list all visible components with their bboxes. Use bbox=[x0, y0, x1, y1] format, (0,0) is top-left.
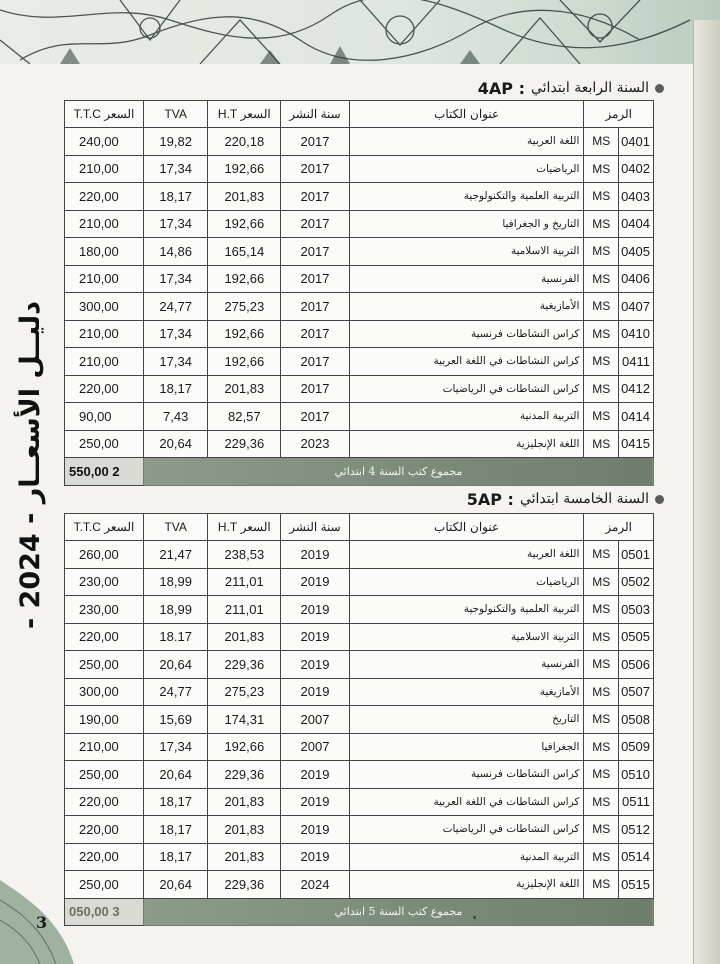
table-row bbox=[65, 816, 654, 844]
cell-price-ttc: 250,00 bbox=[65, 430, 144, 458]
cell-code: 0502 bbox=[619, 568, 654, 596]
cell-year: 2017 bbox=[281, 403, 350, 431]
cell-code: 0406 bbox=[619, 265, 654, 293]
cell-title: الجغرافيا bbox=[349, 733, 584, 761]
cell-ms: MS bbox=[584, 348, 619, 376]
cell-code: 0402 bbox=[619, 155, 654, 183]
cell-price-ht: 192,66 bbox=[208, 348, 281, 376]
cell-ms: MS bbox=[584, 843, 619, 871]
table-row bbox=[65, 320, 654, 348]
table-row bbox=[65, 238, 654, 266]
cell-title: كراس النشاطات فرنسية bbox=[349, 761, 584, 789]
cell-tva: 17,34 bbox=[143, 320, 208, 348]
bullet-icon bbox=[655, 495, 664, 504]
cell-code: 0410 bbox=[619, 320, 654, 348]
table-row bbox=[65, 293, 654, 321]
cell-ms: MS bbox=[584, 293, 619, 321]
cell-ms: MS bbox=[584, 568, 619, 596]
ornament-pattern bbox=[0, 0, 720, 64]
cell-price-ht: 192,66 bbox=[208, 155, 281, 183]
cell-tva: 17,34 bbox=[143, 348, 208, 376]
cell-price-ttc: 300,00 bbox=[65, 293, 144, 321]
cell-price-ht: 229,36 bbox=[208, 651, 281, 679]
cell-year: 2017 bbox=[281, 183, 350, 211]
cell-year: 2017 bbox=[281, 348, 350, 376]
cell-year: 2017 bbox=[281, 375, 350, 403]
cell-price-ttc: 210,00 bbox=[65, 155, 144, 183]
col-header-code: الرمز bbox=[584, 514, 654, 541]
cell-price-ht: 201,83 bbox=[208, 375, 281, 403]
bullet-icon bbox=[655, 84, 664, 93]
table-row bbox=[65, 871, 654, 899]
cell-title: كراس النشاطات في اللغة العربية bbox=[349, 788, 584, 816]
cell-price-ttc: 240,00 bbox=[65, 128, 144, 156]
cell-title: الأمازيغية bbox=[349, 678, 584, 706]
cell-price-ttc: 220,00 bbox=[65, 816, 144, 844]
cell-ms: MS bbox=[584, 155, 619, 183]
cell-ms: MS bbox=[584, 596, 619, 624]
cell-tva: 20,64 bbox=[143, 761, 208, 789]
cell-price-ht: 229,36 bbox=[208, 430, 281, 458]
cell-title: الرياضيات bbox=[349, 568, 584, 596]
cell-tva: 18,99 bbox=[143, 568, 208, 596]
cell-price-ttc: 230,00 bbox=[65, 596, 144, 624]
cell-price-ht: 82,57 bbox=[208, 403, 281, 431]
cell-year: 2019 bbox=[281, 596, 350, 624]
cell-code: 0511 bbox=[619, 788, 654, 816]
col-header-tva: TVA bbox=[143, 101, 208, 128]
cell-price-ttc: 220,00 bbox=[65, 623, 144, 651]
cell-tva: 18,17 bbox=[143, 183, 208, 211]
cell-ms: MS bbox=[584, 320, 619, 348]
cell-tva: 24,77 bbox=[143, 293, 208, 321]
cell-price-ht: 192,66 bbox=[208, 210, 281, 238]
cell-year: 2017 bbox=[281, 238, 350, 266]
cell-year: 2024 bbox=[281, 871, 350, 899]
cell-price-ht: 201,83 bbox=[208, 843, 281, 871]
cell-price-ht: 238,53 bbox=[208, 541, 281, 569]
cell-price-ttc: 210,00 bbox=[65, 733, 144, 761]
cell-ms: MS bbox=[584, 871, 619, 899]
cell-code: 0412 bbox=[619, 375, 654, 403]
cell-code: 0407 bbox=[619, 293, 654, 321]
section-label: السنة الرابعة ابتدائي bbox=[530, 80, 649, 96]
cell-price-ht: 201,83 bbox=[208, 788, 281, 816]
cell-ms: MS bbox=[584, 788, 619, 816]
cell-price-ttc: 300,00 bbox=[65, 678, 144, 706]
cell-ms: MS bbox=[584, 265, 619, 293]
cell-code: 0405 bbox=[619, 238, 654, 266]
cell-ms: MS bbox=[584, 183, 619, 211]
cell-year: 2019 bbox=[281, 816, 350, 844]
cell-year: 2019 bbox=[281, 541, 350, 569]
cell-ms: MS bbox=[584, 761, 619, 789]
cell-price-ttc: 250,00 bbox=[65, 761, 144, 789]
cell-year: 2019 bbox=[281, 761, 350, 789]
table-row bbox=[65, 761, 654, 789]
table-row bbox=[65, 706, 654, 734]
cell-price-ttc: 220,00 bbox=[65, 843, 144, 871]
table-row bbox=[65, 541, 654, 569]
cell-price-ht: 174,31 bbox=[208, 706, 281, 734]
cell-price-ht: 192,66 bbox=[208, 320, 281, 348]
table-row bbox=[65, 843, 654, 871]
table-header-row bbox=[65, 514, 654, 541]
speck bbox=[473, 916, 476, 919]
cell-title: التربية الاسلامية bbox=[349, 238, 584, 266]
cell-title: التاريخ bbox=[349, 706, 584, 734]
cell-year: 2017 bbox=[281, 320, 350, 348]
cell-price-ttc: 210,00 bbox=[65, 320, 144, 348]
cell-tva: 18,99 bbox=[143, 596, 208, 624]
total-label: مجموع كتب السنة 5 ابتدائي bbox=[143, 898, 653, 926]
total-label: مجموع كتب السنة 4 ابتدائي bbox=[143, 458, 653, 486]
cell-price-ttc: 250,00 bbox=[65, 651, 144, 679]
header-banner bbox=[0, 0, 720, 64]
cell-title: الفرنسية bbox=[349, 651, 584, 679]
table-row bbox=[65, 678, 654, 706]
cell-title: الرياضيات bbox=[349, 155, 584, 183]
cell-year: 2019 bbox=[281, 678, 350, 706]
cell-ms: MS bbox=[584, 816, 619, 844]
page-number: 3 bbox=[36, 913, 48, 932]
cell-year: 2017 bbox=[281, 210, 350, 238]
col-header-price-ht: السعر H.T bbox=[208, 514, 281, 541]
cell-tva: 21,47 bbox=[143, 541, 208, 569]
cell-code: 0515 bbox=[619, 871, 654, 899]
total-row bbox=[65, 898, 654, 926]
price-table-4ap bbox=[64, 100, 654, 486]
cell-title: التربية العلمية والتكنولوجية bbox=[349, 596, 584, 624]
total-value: 3 050,00 bbox=[65, 898, 144, 926]
cell-tva: 20,64 bbox=[143, 430, 208, 458]
cell-price-ht: 201,83 bbox=[208, 183, 281, 211]
cell-title: كراس النشاطات في الرياضيات bbox=[349, 816, 584, 844]
cell-title: كراس النشاطات في الرياضيات bbox=[349, 375, 584, 403]
cell-tva: 20,64 bbox=[143, 871, 208, 899]
cell-price-ht: 211,01 bbox=[208, 568, 281, 596]
col-header-code: الرمز bbox=[584, 101, 654, 128]
col-header-price-ht: السعر H.T bbox=[208, 101, 281, 128]
cell-tva: 17,34 bbox=[143, 155, 208, 183]
cell-tva: 7,43 bbox=[143, 403, 208, 431]
cell-title: اللغة الإنجليزية bbox=[349, 430, 584, 458]
cell-ms: MS bbox=[584, 403, 619, 431]
page-edge-strip bbox=[693, 20, 720, 964]
cell-ms: MS bbox=[584, 430, 619, 458]
col-header-tva: TVA bbox=[143, 514, 208, 541]
cell-ms: MS bbox=[584, 706, 619, 734]
cell-tva: 18.17 bbox=[143, 623, 208, 651]
cell-ms: MS bbox=[584, 375, 619, 403]
cell-code: 0514 bbox=[619, 843, 654, 871]
cell-code: 0414 bbox=[619, 403, 654, 431]
cell-ms: MS bbox=[584, 541, 619, 569]
cell-price-ttc: 190,00 bbox=[65, 706, 144, 734]
table-row bbox=[65, 596, 654, 624]
cell-code: 0404 bbox=[619, 210, 654, 238]
cell-price-ht: 165,14 bbox=[208, 238, 281, 266]
cell-title: الأمازيغية bbox=[349, 293, 584, 321]
cell-price-ttc: 220,00 bbox=[65, 183, 144, 211]
cell-price-ht: 192,66 bbox=[208, 733, 281, 761]
table-row bbox=[65, 568, 654, 596]
cell-year: 2017 bbox=[281, 293, 350, 321]
cell-code: 0403 bbox=[619, 183, 654, 211]
cell-year: 2019 bbox=[281, 651, 350, 679]
cell-year: 2019 bbox=[281, 788, 350, 816]
cell-ms: MS bbox=[584, 238, 619, 266]
cell-title: الفرنسية bbox=[349, 265, 584, 293]
side-title-text: دليــل الأسعــار - 2024 - bbox=[14, 300, 46, 630]
cell-price-ht: 192,66 bbox=[208, 265, 281, 293]
side-title bbox=[10, 300, 50, 630]
cell-price-ht: 211,01 bbox=[208, 596, 281, 624]
cell-tva: 18,17 bbox=[143, 375, 208, 403]
cell-ms: MS bbox=[584, 733, 619, 761]
cell-title: اللغة العربية bbox=[349, 541, 584, 569]
cell-price-ttc: 230,00 bbox=[65, 568, 144, 596]
table-row bbox=[65, 183, 654, 211]
table-row bbox=[65, 348, 654, 376]
cell-price-ttc: 210,00 bbox=[65, 210, 144, 238]
cell-tva: 15,69 bbox=[143, 706, 208, 734]
table-row bbox=[65, 733, 654, 761]
cell-tva: 20,64 bbox=[143, 651, 208, 679]
cell-code: 0512 bbox=[619, 816, 654, 844]
cell-code: 0411 bbox=[619, 348, 654, 376]
cell-tva: 17,34 bbox=[143, 733, 208, 761]
cell-ms: MS bbox=[584, 678, 619, 706]
cell-year: 2017 bbox=[281, 155, 350, 183]
col-header-price-ttc: السعر T.T.C bbox=[65, 514, 144, 541]
total-row bbox=[65, 458, 654, 486]
cell-ms: MS bbox=[584, 128, 619, 156]
cell-tva: 14,86 bbox=[143, 238, 208, 266]
cell-title: التاريخ و الجغرافيا bbox=[349, 210, 584, 238]
col-header-year: سنة النشر bbox=[281, 514, 350, 541]
cell-price-ttc: 90,00 bbox=[65, 403, 144, 431]
cell-title: كراس النشاطات في اللغة العربية bbox=[349, 348, 584, 376]
cell-price-ttc: 220,00 bbox=[65, 788, 144, 816]
cell-tva: 18,17 bbox=[143, 788, 208, 816]
table-row bbox=[65, 155, 654, 183]
cell-price-ttc: 220,00 bbox=[65, 375, 144, 403]
table-row bbox=[65, 375, 654, 403]
table-row bbox=[65, 788, 654, 816]
cell-year: 2007 bbox=[281, 706, 350, 734]
cell-code: 0508 bbox=[619, 706, 654, 734]
section-code: 4AP : bbox=[477, 78, 525, 98]
cell-price-ttc: 210,00 bbox=[65, 265, 144, 293]
cell-code: 0509 bbox=[619, 733, 654, 761]
cell-ms: MS bbox=[584, 623, 619, 651]
section-code: 5AP : bbox=[466, 489, 514, 509]
cell-title: التربية الاسلامية bbox=[349, 623, 584, 651]
table-header-row bbox=[65, 101, 654, 128]
cell-year: 2019 bbox=[281, 623, 350, 651]
cell-tva: 17,34 bbox=[143, 265, 208, 293]
cell-code: 0503 bbox=[619, 596, 654, 624]
table-row bbox=[65, 430, 654, 458]
cell-tva: 17,34 bbox=[143, 210, 208, 238]
col-header-title: عنوان الكتاب bbox=[349, 514, 584, 541]
col-header-title: عنوان الكتاب bbox=[349, 101, 584, 128]
table-row bbox=[65, 623, 654, 651]
table-row bbox=[65, 403, 654, 431]
cell-price-ht: 201,83 bbox=[208, 816, 281, 844]
table-row bbox=[65, 128, 654, 156]
cell-year: 2019 bbox=[281, 568, 350, 596]
section-heading-4ap bbox=[478, 77, 664, 99]
price-table-5ap bbox=[64, 513, 654, 926]
cell-year: 2017 bbox=[281, 265, 350, 293]
table-row bbox=[65, 210, 654, 238]
cell-code: 0505 bbox=[619, 623, 654, 651]
cell-title: اللغة العربية bbox=[349, 128, 584, 156]
cell-price-ht: 275,23 bbox=[208, 293, 281, 321]
cell-price-ttc: 250,00 bbox=[65, 871, 144, 899]
col-header-year: سنة النشر bbox=[281, 101, 350, 128]
cell-code: 0501 bbox=[619, 541, 654, 569]
cell-price-ht: 201,83 bbox=[208, 623, 281, 651]
cell-price-ht: 229,36 bbox=[208, 871, 281, 899]
cell-tva: 18,17 bbox=[143, 843, 208, 871]
cell-year: 2007 bbox=[281, 733, 350, 761]
cell-price-ht: 275,23 bbox=[208, 678, 281, 706]
cell-tva: 18,17 bbox=[143, 816, 208, 844]
section-label: السنة الخامسة ابتدائي bbox=[519, 491, 649, 507]
cell-price-ttc: 210,00 bbox=[65, 348, 144, 376]
cell-price-ttc: 180,00 bbox=[65, 238, 144, 266]
cell-price-ttc: 260,00 bbox=[65, 541, 144, 569]
cell-title: التربية المدنية bbox=[349, 403, 584, 431]
cell-ms: MS bbox=[584, 210, 619, 238]
cell-title: التربية المدنية bbox=[349, 843, 584, 871]
table-row bbox=[65, 265, 654, 293]
section-heading-5ap bbox=[467, 488, 664, 510]
cell-code: 0506 bbox=[619, 651, 654, 679]
cell-code: 0401 bbox=[619, 128, 654, 156]
col-header-price-ttc: السعر T.T.C bbox=[65, 101, 144, 128]
cell-price-ht: 220,18 bbox=[208, 128, 281, 156]
cell-tva: 24,77 bbox=[143, 678, 208, 706]
cell-ms: MS bbox=[584, 651, 619, 679]
cell-year: 2017 bbox=[281, 128, 350, 156]
cell-year: 2023 bbox=[281, 430, 350, 458]
total-value: 2 550,00 bbox=[65, 458, 144, 486]
cell-title: اللغة الإنجليزية bbox=[349, 871, 584, 899]
cell-title: التربية العلمية والتكنولوجية bbox=[349, 183, 584, 211]
cell-tva: 19,82 bbox=[143, 128, 208, 156]
cell-price-ht: 229,36 bbox=[208, 761, 281, 789]
cell-code: 0415 bbox=[619, 430, 654, 458]
cell-year: 2019 bbox=[281, 843, 350, 871]
table-row bbox=[65, 651, 654, 679]
cell-title: كراس النشاطات فرنسية bbox=[349, 320, 584, 348]
cell-code: 0510 bbox=[619, 761, 654, 789]
cell-code: 0507 bbox=[619, 678, 654, 706]
